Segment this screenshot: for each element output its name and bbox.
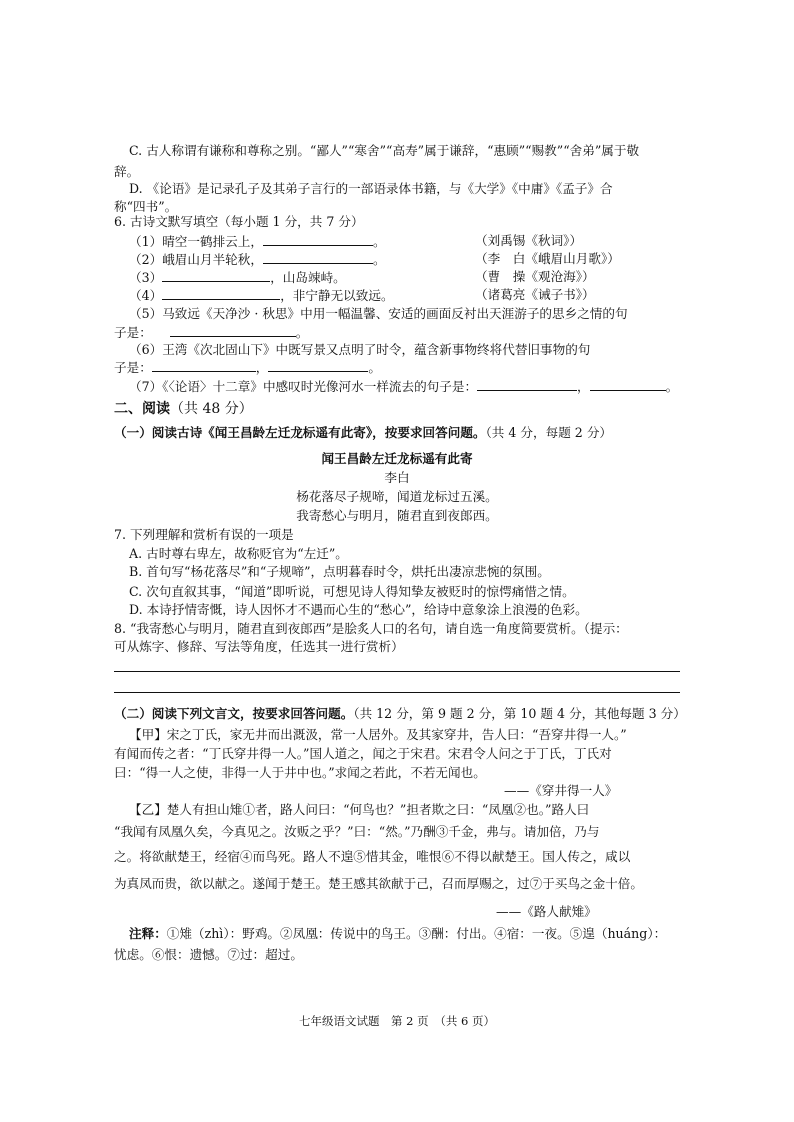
q6-item-7 — [129, 377, 678, 396]
notes-line2: 忧虑。⑥恨：遗憾。⑦过：超过。 — [114, 947, 303, 962]
q8-line1: 8. “我寄愁心与明月，随君直到夜郎西”是脍炙人口的名句，请自选一角度简要赏析。（提示： — [114, 621, 628, 636]
q6-item-4 — [129, 286, 394, 305]
q6-item-2-source: （李 白《峨眉山月歌》） — [475, 251, 620, 266]
answer-blank[interactable] — [268, 358, 368, 372]
q5-option-d-line2: 称“四书”。 — [114, 199, 178, 214]
passage-jia-source: ——《穿井得一人》 — [504, 783, 618, 798]
answer-blank[interactable] — [590, 377, 666, 391]
section-2-score: （共 48 分） — [170, 401, 253, 417]
q6-item-3-pre: （3） — [129, 270, 163, 285]
passage-jia-line2: 有闻而传之者：“丁氏穿井得一人。”国人道之，闻之于宋君。宋君令人问之于丁氏，丁氏对 — [114, 746, 612, 761]
answer-blank[interactable] — [263, 250, 373, 264]
answer-blank[interactable] — [162, 268, 270, 282]
q6-item-6-line1: （6）王湾《次北固山下》中既写景又点明了时令，蕴含新事物终将代替旧事物的句 — [129, 342, 591, 357]
passage-yi-line4: 为真凤而贵，欲以献之。遂闻于楚王。楚王感其欲献于己，召而厚赐之，过⑦于买鸟之金十倍。 — [114, 876, 643, 891]
q6-heading: 6. 古诗文默写填空（每小题 1 分，共 7 分） — [114, 214, 364, 229]
q6-item-1-post: 。 — [372, 234, 386, 249]
answer-blank[interactable] — [263, 232, 373, 246]
section-2-title: 二、阅读 — [114, 401, 170, 417]
q6-item-1 — [129, 232, 386, 251]
answer-blank[interactable] — [152, 358, 256, 372]
q7-stem: 7. 下列理解和赏析有误的一项是 — [114, 527, 294, 542]
q6-item-7-post: 。 — [665, 379, 679, 394]
q6-item-2-post: 。 — [372, 252, 386, 267]
part-2-title: （二）阅读下列文言文，按要求回答问题。 — [114, 706, 354, 721]
q6-item-6-sep: ， — [255, 360, 269, 375]
part-1-title: （一）阅读古诗《闻王昌龄左迁龙标遥有此寄》，按要求回答问题。 — [114, 425, 486, 440]
passage-yi-line3: 之。将欲献楚王，经宿④而鸟死。路人不遑⑤惜其金，唯恨⑥不得以献楚王。国人传之，咸以 — [114, 849, 631, 864]
q6-item-3-source: （曹 操《观沧海》） — [475, 269, 595, 284]
q5-option-c-line1: C. 古人称谓有谦称和尊称之别。“鄙人”“寒舍”“高寿”属于谦辞，“惠顾”“赐教”“舍弟”属于敬 — [129, 143, 640, 158]
section-2-heading — [114, 400, 253, 418]
q7-option-a: A. 古时尊右卑左，故称贬官为“左迁”。 — [129, 546, 348, 561]
part-1-score: （共 4 分，每题 2 分） — [485, 425, 613, 440]
q6-item-7-sep: ， — [577, 379, 590, 394]
q6-item-4-post: ，非宁静无以致远。 — [280, 288, 394, 303]
passage-yi-line1: 【乙】楚人有担山雉①者，路人问曰：“何鸟也？”担者欺之曰：“凤凰②也。”路人曰 — [129, 802, 590, 817]
poem-author: 李白 — [384, 470, 410, 485]
answer-blank[interactable] — [477, 377, 577, 391]
poem-line-2: 我寄愁心与明月，随君直到夜郎西。 — [296, 508, 498, 523]
answer-blank[interactable] — [170, 323, 296, 337]
answer-line[interactable] — [114, 671, 680, 672]
page-footer: 七年级语文试题 第 2 页 （共 6 页） — [298, 1014, 495, 1028]
notes-label: 注释： — [129, 926, 167, 941]
part-2-score: （共 12 分，第 9 题 2 分，第 10 题 4 分，其他每题 3 分） — [353, 706, 686, 721]
q6-item-1-pre: （1）晴空一鹤排云上， — [129, 234, 263, 249]
q5-option-c-line2: 辞。 — [114, 164, 140, 179]
q6-item-2-pre: （2）峨眉山月半轮秋， — [129, 252, 263, 267]
q6-item-4-source: （诸葛亮《诫子书》） — [475, 287, 595, 302]
q8-line2: 可从炼字、修辞、写法等角度，任选其一进行赏析） — [114, 639, 404, 654]
q7-option-b: B. 首句写“杨花落尽”和“子规啼”，点明暮春时令，烘托出凄凉悲惋的氛围。 — [129, 564, 550, 579]
q6-item-2 — [129, 250, 386, 269]
q5-option-d-line1: D. 《论语》是记录孔子及其弟子言行的一部语录体书籍，与《大学》《中庸》《孟子》合 — [129, 181, 613, 196]
poem-line-1: 杨花落尽子规啼，闻道龙标过五溪。 — [296, 489, 498, 504]
passage-jia-line1: 【甲】宋之丁氏，家无井而出溉汲，常一人居外。及其家穿井，告人曰：“吾穿井得一人。” — [129, 727, 627, 742]
q6-item-5-post: 。 — [295, 325, 309, 340]
answer-blank[interactable] — [162, 286, 280, 300]
q6-item-7-pre: （7）《〈论语〉十二章》中感叹时光像河水一样流去的句子是： — [129, 379, 478, 394]
poem-title: 闻王昌龄左迁龙标遥有此寄 — [321, 451, 473, 466]
q6-item-3 — [129, 268, 346, 287]
q6-item-5-line1: （5）马致远《天净沙 · 秋思》中用一幅温馨、安适的画面反衬出天涯游子的思乡之情的句 — [129, 306, 628, 321]
q6-item-6-post: 。 — [368, 360, 381, 375]
q6-item-5-line2 — [114, 323, 308, 342]
q6-item-1-source: （刘禹锡《秋词》） — [475, 233, 583, 248]
q7-option-c: C. 次句直叙其事，“闻道”即听说，可想见诗人得知挚友被贬时的惊愕痛惜之情。 — [129, 584, 575, 599]
q7-option-d: D. 本诗抒情寄慨，诗人因怀才不遇而心生的“愁心”，给诗中意象涂上浪漫的色彩。 — [129, 602, 588, 617]
passage-jia-line3: 曰：“得一人之使，非得一人于井中也。”求闻之若此，不若无闻也。 — [114, 765, 486, 780]
notes-line1 — [129, 925, 666, 943]
part-2-heading — [114, 705, 686, 723]
notes-text-1: ①雉（zhì）：野鸡。②凤凰：传说中的鸟王。③酬：付出。④宿：一夜。⑤遑（huáng）： — [166, 926, 667, 941]
answer-line[interactable] — [114, 692, 680, 693]
part-1-heading — [114, 424, 612, 442]
q6-item-6-line2 — [114, 358, 381, 377]
q6-item-6-pre: 子是： — [114, 360, 152, 375]
q6-item-4-pre: （4） — [129, 288, 163, 303]
passage-yi-line2: “我闻有凤凰久矣，今真见之。汝贩之乎？”曰：“然。”乃酬③千金，弗与。请加倍，乃与 — [114, 824, 600, 839]
q6-item-5-pre: 子是： — [114, 325, 152, 340]
q6-item-3-post: ，山岛竦峙。 — [270, 270, 346, 285]
passage-yi-source: ——《路人献雉》 — [496, 904, 597, 919]
